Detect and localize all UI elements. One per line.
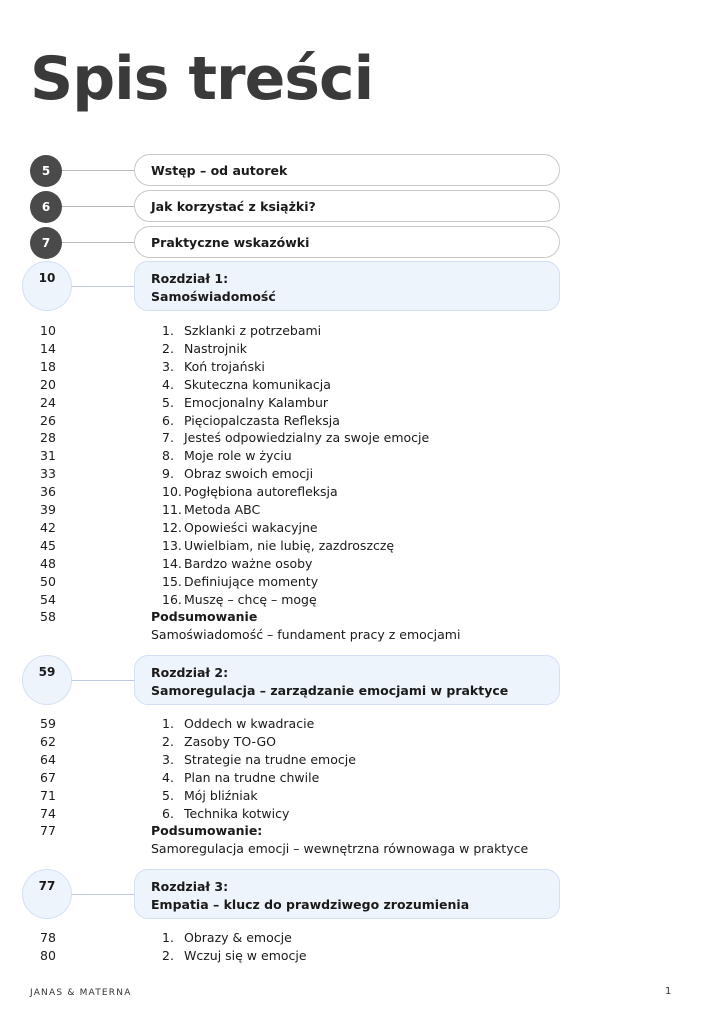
item-page-number: 33 [40,466,56,482]
item-page-number: 48 [40,555,56,571]
toc-item[interactable] [0,340,703,358]
summary-page-number: 77 [40,823,56,839]
item-page-number: 36 [40,484,56,500]
connector-line [62,170,134,171]
chapter-title [134,655,560,705]
toc-item[interactable] [0,376,703,394]
item-page-number: 45 [40,537,56,553]
item-page-number: 28 [40,430,56,446]
toc-item[interactable] [0,537,703,555]
chapter-header-3[interactable] [0,869,703,921]
item-page-number: 80 [40,947,56,963]
item-index: 10. [162,484,182,500]
item-label: Nastrojnik [184,340,248,356]
item-index: 1. [162,716,174,731]
summary-description: Samoświadomość – fundament pracy z emocjami [151,627,461,643]
item-index: 16. [162,591,182,607]
toc-item[interactable] [0,805,703,823]
connector-line [72,894,134,895]
toc-item[interactable] [0,447,703,465]
item-index: 2. [162,340,174,356]
chapter-name: Samoregulacja – zarządzanie emocjami w praktyce [151,683,509,698]
toc-item[interactable] [0,555,703,573]
item-index: 2. [162,733,174,749]
toc-entry-how-to-use[interactable] [0,190,703,224]
connector-line [62,242,134,243]
item-page-number: 14 [40,340,56,356]
item-label: Metoda ABC [184,502,261,517]
toc-item[interactable] [0,715,703,733]
item-label: Mój bliźniak [184,787,258,803]
item-index: 11. [162,502,182,517]
item-label: Szklanki z potrzebami [184,323,322,338]
connector-line [72,680,134,681]
item-label: Koń trojański [184,358,265,374]
toc-entry-tips[interactable] [0,226,703,260]
page-title: Spis treści [30,44,374,114]
item-page-number: 31 [40,448,56,464]
item-index: 13. [162,537,182,553]
item-index: 9. [162,466,174,482]
footer-page-number: 1 [665,986,672,997]
item-page-number: 26 [40,412,56,428]
item-label: Obrazy & emocje [184,930,292,945]
item-page-number: 62 [40,733,56,749]
toc-item[interactable] [0,501,703,519]
item-label: Uwielbiam, nie lubię, zazdroszczę [184,537,395,553]
item-page-number: 64 [40,751,56,767]
toc-entry-label: Wstęp – od autorek [134,154,560,186]
item-label: Definiujące momenty [184,573,319,589]
item-label: Obraz swoich emocji [184,466,314,482]
item-page-number: 39 [40,502,56,517]
item-index: 12. [162,519,182,535]
toc-item[interactable] [0,733,703,751]
item-index: 4. [162,769,174,785]
toc-item[interactable] [0,573,703,591]
toc-entry-label: Praktyczne wskazówki [134,226,560,258]
summary-page-number: 58 [40,609,56,625]
item-index: 5. [162,787,174,803]
chapter-label: Rozdział 1: [151,271,229,286]
item-label: Moje role w życiu [184,448,292,464]
summary-heading: Podsumowanie: [151,823,263,839]
summary-description: Samoregulacja emocji – wewnętrzna równowaga w praktyce [151,841,529,857]
toc-item[interactable] [0,322,703,340]
item-page-number: 78 [40,930,56,945]
item-label: Skuteczna komunikacja [184,376,331,392]
item-index: 6. [162,412,174,428]
item-page-number: 42 [40,519,56,535]
chapter-header-1[interactable] [0,261,703,313]
toc-item[interactable] [0,519,703,537]
chapter-label: Rozdział 3: [151,879,229,894]
item-label: Plan na trudne chwile [184,769,320,785]
toc-item[interactable] [0,412,703,430]
chapter-page-badge: 77 [22,869,72,919]
toc-item[interactable] [0,947,703,965]
page-number-badge: 5 [30,155,62,187]
summary-entry[interactable] [0,822,703,840]
item-page-number: 24 [40,394,56,410]
item-index: 15. [162,573,182,589]
chapter-name: Samoświadomość [151,289,276,304]
item-label: Strategie na trudne emocje [184,751,356,767]
summary-heading: Podsumowanie [151,609,258,625]
item-index: 5. [162,394,174,410]
page-number-badge: 6 [30,191,62,223]
item-page-number: 59 [40,716,56,731]
item-index: 4. [162,376,174,392]
item-index: 3. [162,751,174,767]
chapter-title [134,869,560,919]
item-index: 2. [162,947,174,963]
item-label: Opowieści wakacyjne [184,519,318,535]
toc-item[interactable] [0,429,703,447]
toc-item[interactable] [0,929,703,947]
toc-item[interactable] [0,787,703,805]
item-label: Oddech w kwadracie [184,716,315,731]
toc-item[interactable] [0,358,703,376]
toc-item[interactable] [0,591,703,609]
toc-item[interactable] [0,465,703,483]
connector-line [72,286,134,287]
chapter-title [134,261,560,311]
item-label: Technika kotwicy [184,805,290,821]
item-page-number: 50 [40,573,56,589]
item-label: Bardzo ważne osoby [184,555,313,571]
chapter-page-badge: 10 [22,261,72,311]
item-label: Muszę – chcę – mogę [184,591,317,607]
item-label: Jesteś odpowiedzialny za swoje emocje [184,430,430,446]
item-page-number: 18 [40,358,56,374]
toc-entry-label: Jak korzystać z książki? [134,190,560,222]
page-number-badge: 7 [30,227,62,259]
item-index: 3. [162,358,174,374]
chapter-label: Rozdział 2: [151,665,229,680]
item-index: 1. [162,323,174,338]
item-label: Emocjonalny Kalambur [184,394,329,410]
item-label: Pogłębiona autorefleksja [184,484,338,500]
toc-item[interactable] [0,751,703,769]
item-index: 8. [162,448,174,464]
item-page-number: 54 [40,591,56,607]
item-index: 7. [162,430,174,446]
item-index: 6. [162,805,174,821]
item-label: Zasoby TO-GO [184,733,277,749]
item-label: Pięciopalczasta Refleksja [184,412,340,428]
item-page-number: 10 [40,323,56,338]
toc-item[interactable] [0,769,703,787]
toc-item[interactable] [0,483,703,501]
item-page-number: 67 [40,769,56,785]
summary-entry[interactable] [0,608,703,626]
item-index: 14. [162,555,182,571]
item-page-number: 74 [40,805,56,821]
toc-item[interactable] [0,394,703,412]
footer-authors: JANAS & MATERNA [30,988,132,998]
summary-text [0,626,703,644]
item-page-number: 20 [40,376,56,392]
summary-text [0,840,703,858]
chapter-name: Empatia – klucz do prawdziwego zrozumienia [151,897,470,912]
chapter-page-badge: 59 [22,655,72,705]
chapter-header-2[interactable] [0,655,703,707]
toc-entry-intro[interactable] [0,154,703,188]
item-page-number: 71 [40,787,56,803]
item-index: 1. [162,930,174,945]
connector-line [62,206,134,207]
item-label: Wczuj się w emocje [184,947,307,963]
